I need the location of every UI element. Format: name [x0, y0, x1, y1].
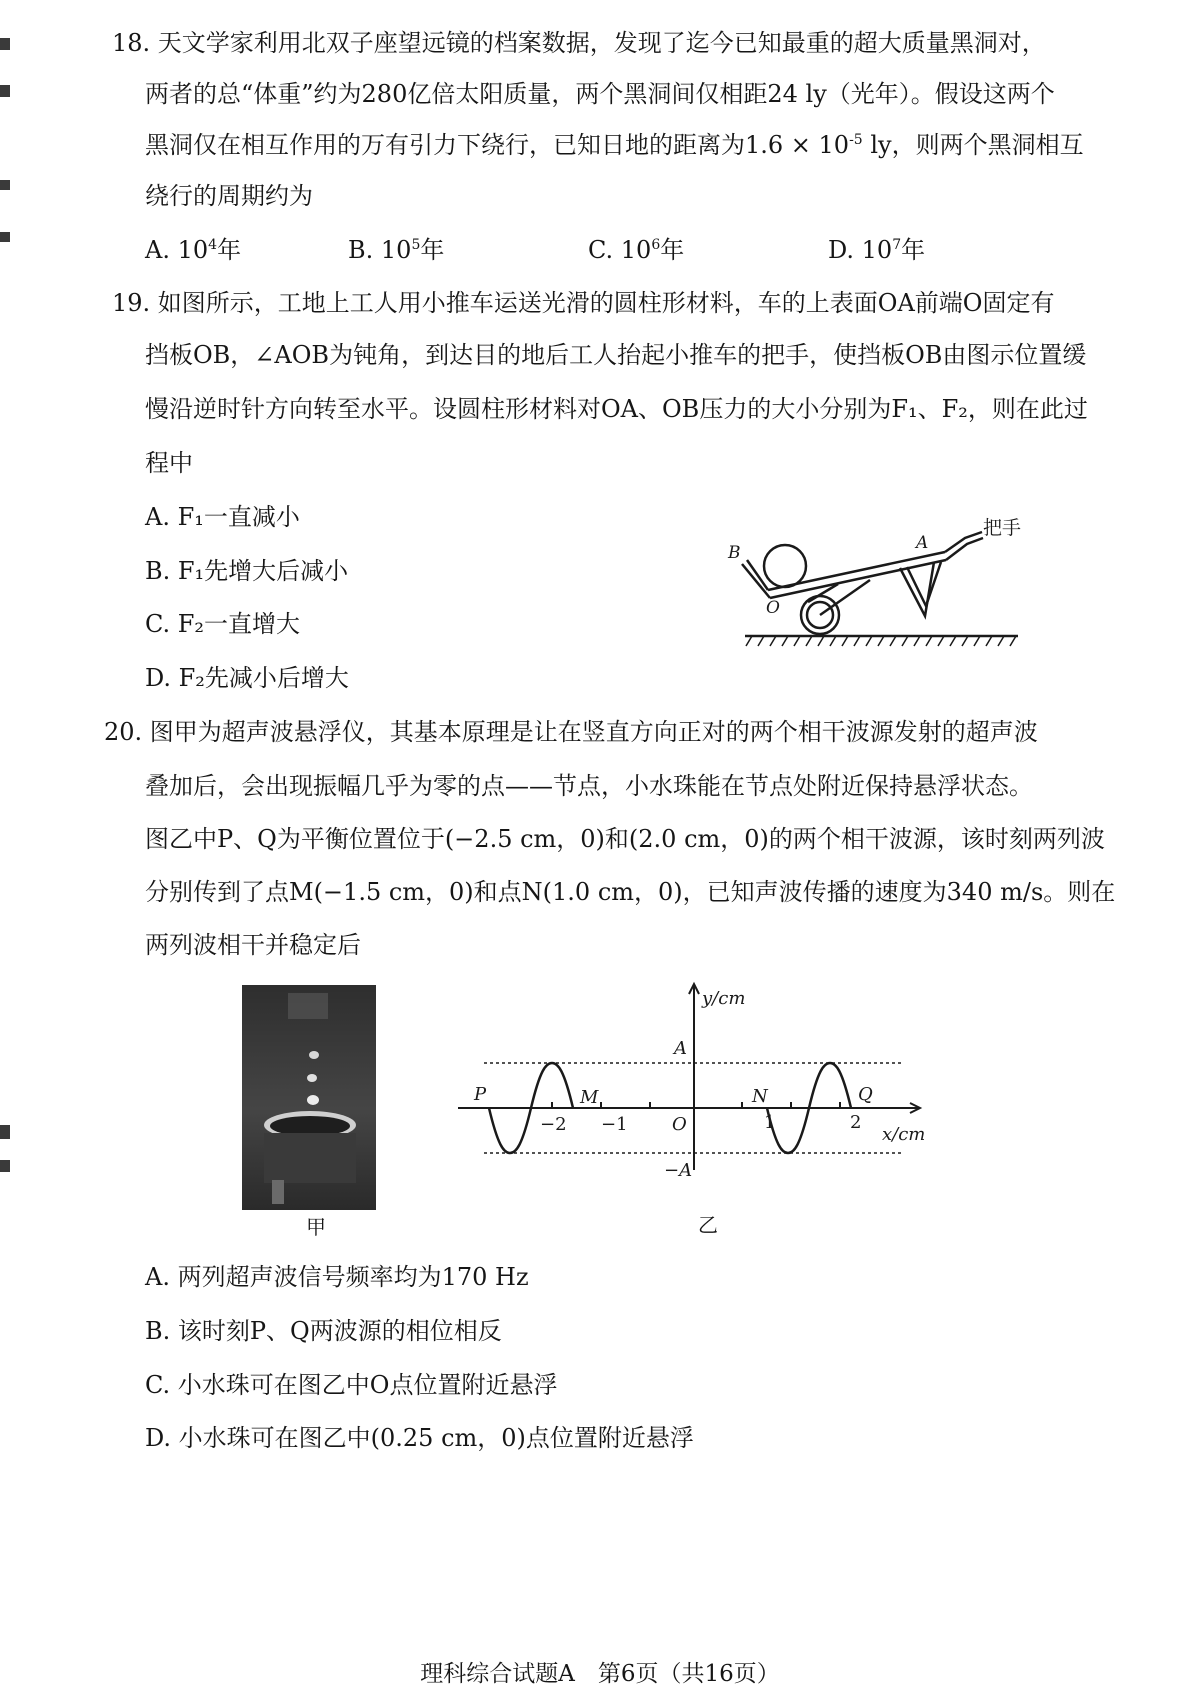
q19-line: 挡板OB，∠AOB为钝角，到达目的地后工人抬起小推车的把手，使挡板OB由图示位置缓 — [145, 341, 1087, 369]
label-o: O — [766, 598, 780, 618]
q18-option-a — [145, 235, 241, 265]
option-unit: 年 — [217, 236, 242, 264]
margin-mark — [0, 38, 10, 50]
option-unit: 年 — [901, 236, 926, 264]
q19-line: 慢沿逆时针方向转至水平。设圆柱形材料对OA、OB压力的大小分别为F₁、F₂，则在此过 — [145, 395, 1088, 423]
q18-option-b — [348, 235, 444, 265]
tick-neg1: −1 — [601, 1114, 628, 1135]
option-base: D. 10 — [828, 236, 893, 264]
label-handle: 把手 — [983, 517, 1022, 539]
q18-line3-text: ly，则两个黑洞相互 — [862, 131, 1084, 159]
label-a: A — [916, 533, 929, 553]
q20-option-a: A. 两列超声波信号频率均为170 Hz — [145, 1263, 529, 1291]
q20-line: 20. 图甲为超声波悬浮仪，其基本原理是让在竖直方向正对的两个相干波源发射的超声波 — [104, 718, 1038, 746]
option-unit: 年 — [660, 236, 685, 264]
q20-option-d: D. 小水珠可在图乙中(0.25 cm，0)点位置附近悬浮 — [145, 1424, 694, 1452]
ground-hatching — [746, 636, 1016, 646]
option-base: B. 10 — [348, 236, 412, 264]
q19-option-d: D. F₂先减小后增大 — [145, 664, 349, 692]
caption-yi: 乙 — [698, 1213, 718, 1237]
margin-mark — [0, 85, 10, 97]
label-b: B — [728, 543, 741, 563]
option-unit: 年 — [420, 236, 445, 264]
tick-1: 1 — [764, 1112, 776, 1133]
q19-option-a: A. F₁一直减小 — [145, 503, 300, 531]
q18-line: 两者的总“体重”约为280亿倍太阳质量，两个黑洞间仅相距24 ly（光年）。假设这两个 — [145, 80, 1055, 108]
option-exponent: 4 — [208, 237, 218, 253]
option-exponent: 7 — [892, 237, 902, 253]
wave-graph — [440, 980, 940, 1181]
q20-option-c: C. 小水珠可在图乙中O点位置附近悬浮 — [145, 1371, 558, 1399]
handle — [945, 532, 982, 552]
option-exponent: 6 — [651, 237, 661, 253]
margin-mark — [0, 1160, 10, 1172]
caption-jia: 甲 — [306, 1215, 326, 1239]
water-droplet — [307, 1095, 319, 1105]
cylinder — [764, 545, 806, 587]
q18-line — [145, 130, 1084, 160]
water-droplet — [309, 1051, 319, 1059]
option-exponent: 5 — [411, 237, 421, 253]
q18-option-d — [828, 235, 925, 265]
q18-option-c — [588, 235, 684, 265]
tick-neg2: −2 — [540, 1114, 567, 1135]
label-m: M — [580, 1087, 599, 1108]
q20-option-b: B. 该时刻P、Q两波源的相位相反 — [145, 1317, 502, 1345]
water-droplet — [307, 1074, 317, 1082]
q18-line: 绕行的周期约为 — [145, 182, 313, 210]
q18-exponent: -5 — [849, 132, 863, 148]
option-base: C. 10 — [588, 236, 652, 264]
label-amplitude: A — [674, 1038, 687, 1059]
q20-line: 图乙中P、Q为平衡位置位于(−2.5 cm，0)和(2.0 cm，0)的两个相干波源，该时刻两列波 — [145, 825, 1105, 853]
label-n: N — [752, 1086, 768, 1107]
q19-line: 程中 — [145, 449, 193, 477]
label-p: P — [474, 1084, 487, 1105]
levitator-photo — [242, 985, 376, 1210]
q20-line: 分别传到了点M(−1.5 cm，0)和点N(1.0 cm，0)，已知声波传播的速度为340 m/s。则在 — [145, 878, 1116, 906]
q19-option-b: B. F₁先增大后减小 — [145, 557, 349, 585]
margin-mark — [0, 180, 10, 190]
label-neg-amplitude: −A — [664, 1160, 693, 1181]
tick-2: 2 — [850, 1112, 862, 1133]
margin-mark — [0, 1125, 10, 1139]
x-axis-label: x/cm — [882, 1124, 926, 1145]
q18-line: 18. 天文学家利用北双子座望远镜的档案数据，发现了迄今已知最重的超大质量黑洞对， — [112, 29, 1046, 57]
wheelbarrow-figure — [720, 510, 1040, 660]
label-q: Q — [858, 1084, 873, 1105]
q20-line: 两列波相干并稳定后 — [145, 931, 361, 959]
q20-line: 叠加后，会出现振幅几乎为零的点——节点，小水珠能在节点处附近保持悬浮状态。 — [145, 772, 1033, 800]
option-base: A. 10 — [145, 236, 209, 264]
q19-line: 19. 如图所示，工地上工人用小推车运送光滑的圆柱形材料，车的上表面OA前端O固定有 — [112, 289, 1055, 317]
margin-mark — [0, 232, 10, 242]
q18-line3-text: 黑洞仅在相互作用的万有引力下绕行，已知日地的距离为1.6 × 10 — [145, 131, 850, 159]
y-axis-label: y/cm — [702, 988, 746, 1009]
q19-option-c: C. F₂一直增大 — [145, 610, 301, 638]
label-origin: O — [672, 1114, 687, 1135]
page-footer: 理科综合试题A 第6页（共16页） — [420, 1661, 780, 1687]
